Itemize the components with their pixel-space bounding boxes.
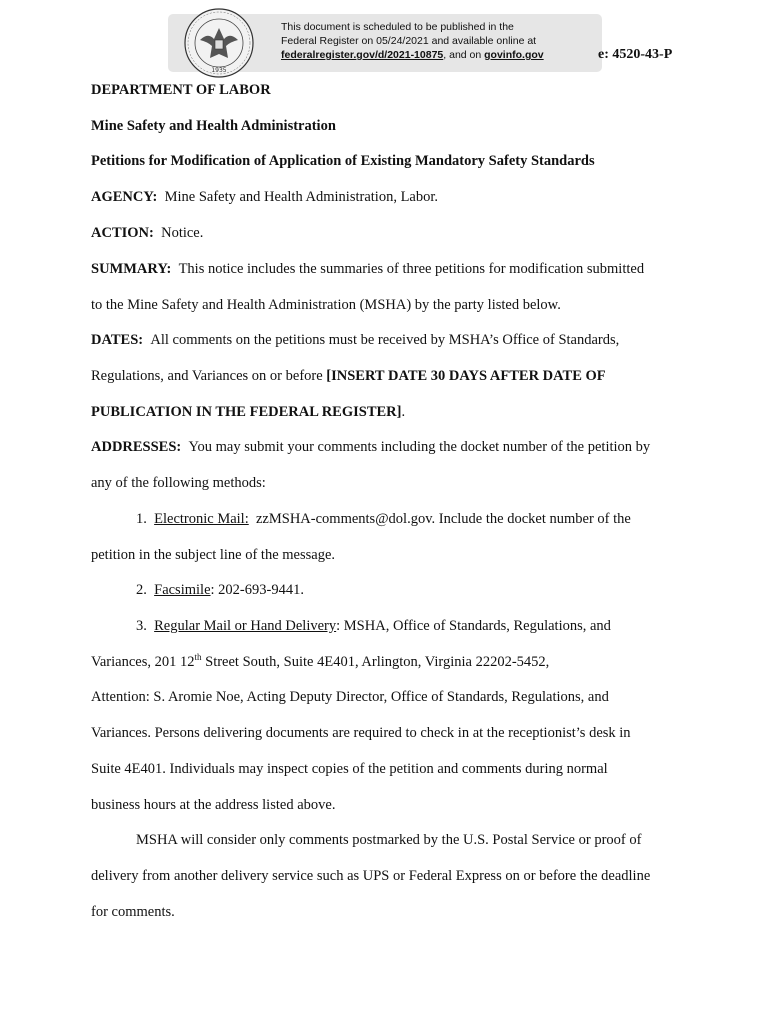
method-1-number: 1. xyxy=(136,511,147,527)
method-1-line-2: petition in the subject line of the message. xyxy=(91,547,336,563)
method-3-text: : MSHA, Office of Standards, Regulations, and xyxy=(336,618,611,634)
method-3-line-5: Suite 4E401. Individuals may inspect copies of the petition and comments during normal xyxy=(91,761,608,777)
dates-line-2-text: Regulations, and Variances on or before xyxy=(91,368,327,384)
action-row xyxy=(91,225,203,242)
method-2 xyxy=(136,582,304,599)
method-2-label: Facsimile xyxy=(154,582,211,598)
banner-text xyxy=(281,20,581,62)
method-3-line-3: Attention: S. Aromie Noe, Acting Deputy Director, Office of Standards, Regulations, and xyxy=(91,689,609,705)
action-text: Notice. xyxy=(161,225,204,241)
method-3-number: 3. xyxy=(136,618,147,634)
agency-text: Mine Safety and Health Administration, Labor. xyxy=(164,189,439,205)
dates-line-1: All comments on the petitions must be received by MSHA’s Office of Standards, xyxy=(150,332,620,348)
dates-period: . xyxy=(401,404,406,420)
method-3-line-6: business hours at the address listed above. xyxy=(91,797,336,813)
closing-line-3: for comments. xyxy=(91,904,175,920)
dates-insert-date-cont: PUBLICATION IN THE FEDERAL REGISTER] xyxy=(91,404,402,420)
method-3-line-4: Variances. Persons delivering documents are required to check in at the receptionist’s desk in xyxy=(91,725,631,741)
banner-line-2: Federal Register on 05/24/2021 and available online at xyxy=(281,35,537,47)
addresses-line-2: any of the following methods: xyxy=(91,475,266,491)
agency-label: AGENCY: xyxy=(91,189,158,205)
addresses-row xyxy=(91,439,650,456)
address-street-pre: Variances, 201 12 xyxy=(91,654,195,670)
method-1-label: Electronic Mail: xyxy=(154,511,249,527)
national-archives-seal-icon xyxy=(178,6,260,80)
method-3 xyxy=(136,618,611,635)
agency-heading: Mine Safety and Health Administration xyxy=(91,118,336,134)
summary-line-2: to the Mine Safety and Health Administration (MSHA) by the party listed below. xyxy=(91,297,561,313)
summary-line-1: This notice includes the summaries of three petitions for modification submitted xyxy=(178,261,645,277)
dates-insert-date: [INSERT DATE 30 DAYS AFTER DATE OF xyxy=(326,368,606,384)
address-ordinal-sup: th xyxy=(194,652,202,663)
addresses-line-1: You may submit your comments including the docket number of the petition by xyxy=(188,439,651,455)
dates-row xyxy=(91,332,619,349)
document-title: Petitions for Modification of Application of Existing Mandatory Safety Standards xyxy=(91,153,595,169)
banner-sep: , and on xyxy=(443,49,485,61)
svg-text:1935: 1935 xyxy=(211,67,227,74)
method-2-number: 2. xyxy=(136,582,147,598)
banner-line-3 xyxy=(281,48,581,62)
dates-line-2 xyxy=(91,368,606,385)
agency-row xyxy=(91,189,438,206)
department-heading: DEPARTMENT OF LABOR xyxy=(91,82,271,98)
closing-line-2: delivery from another delivery service such as UPS or Federal Express on or before the deadline xyxy=(91,868,651,884)
summary-row xyxy=(91,261,644,278)
method-2-text: : 202-693-9441. xyxy=(210,582,304,598)
closing-line-1: MSHA will consider only comments postmarked by the U.S. Postal Service or proof of xyxy=(136,832,642,848)
method-3-label: Regular Mail or Hand Delivery xyxy=(154,618,337,634)
method-1-text: zzMSHA-comments@dol.gov. Include the docket number of the xyxy=(256,511,631,527)
address-street-post: Street South, Suite 4E401, Arlington, Virginia 22202-5452, xyxy=(201,654,550,670)
method-1 xyxy=(136,511,631,528)
dates-line-3 xyxy=(91,404,405,421)
banner-line-1: This document is scheduled to be published in the xyxy=(281,21,514,33)
method-3-line-2 xyxy=(91,654,549,671)
summary-label: SUMMARY: xyxy=(91,261,172,277)
addresses-label: ADDRESSES: xyxy=(91,439,182,455)
billing-code: e: 4520-43-P xyxy=(598,47,673,62)
action-label: ACTION: xyxy=(91,225,154,241)
dates-label: DATES: xyxy=(91,332,144,348)
govinfo-link[interactable]: govinfo.gov xyxy=(484,49,544,61)
federalregister-link[interactable]: federalregister.gov/d/2021-10875 xyxy=(281,49,444,61)
